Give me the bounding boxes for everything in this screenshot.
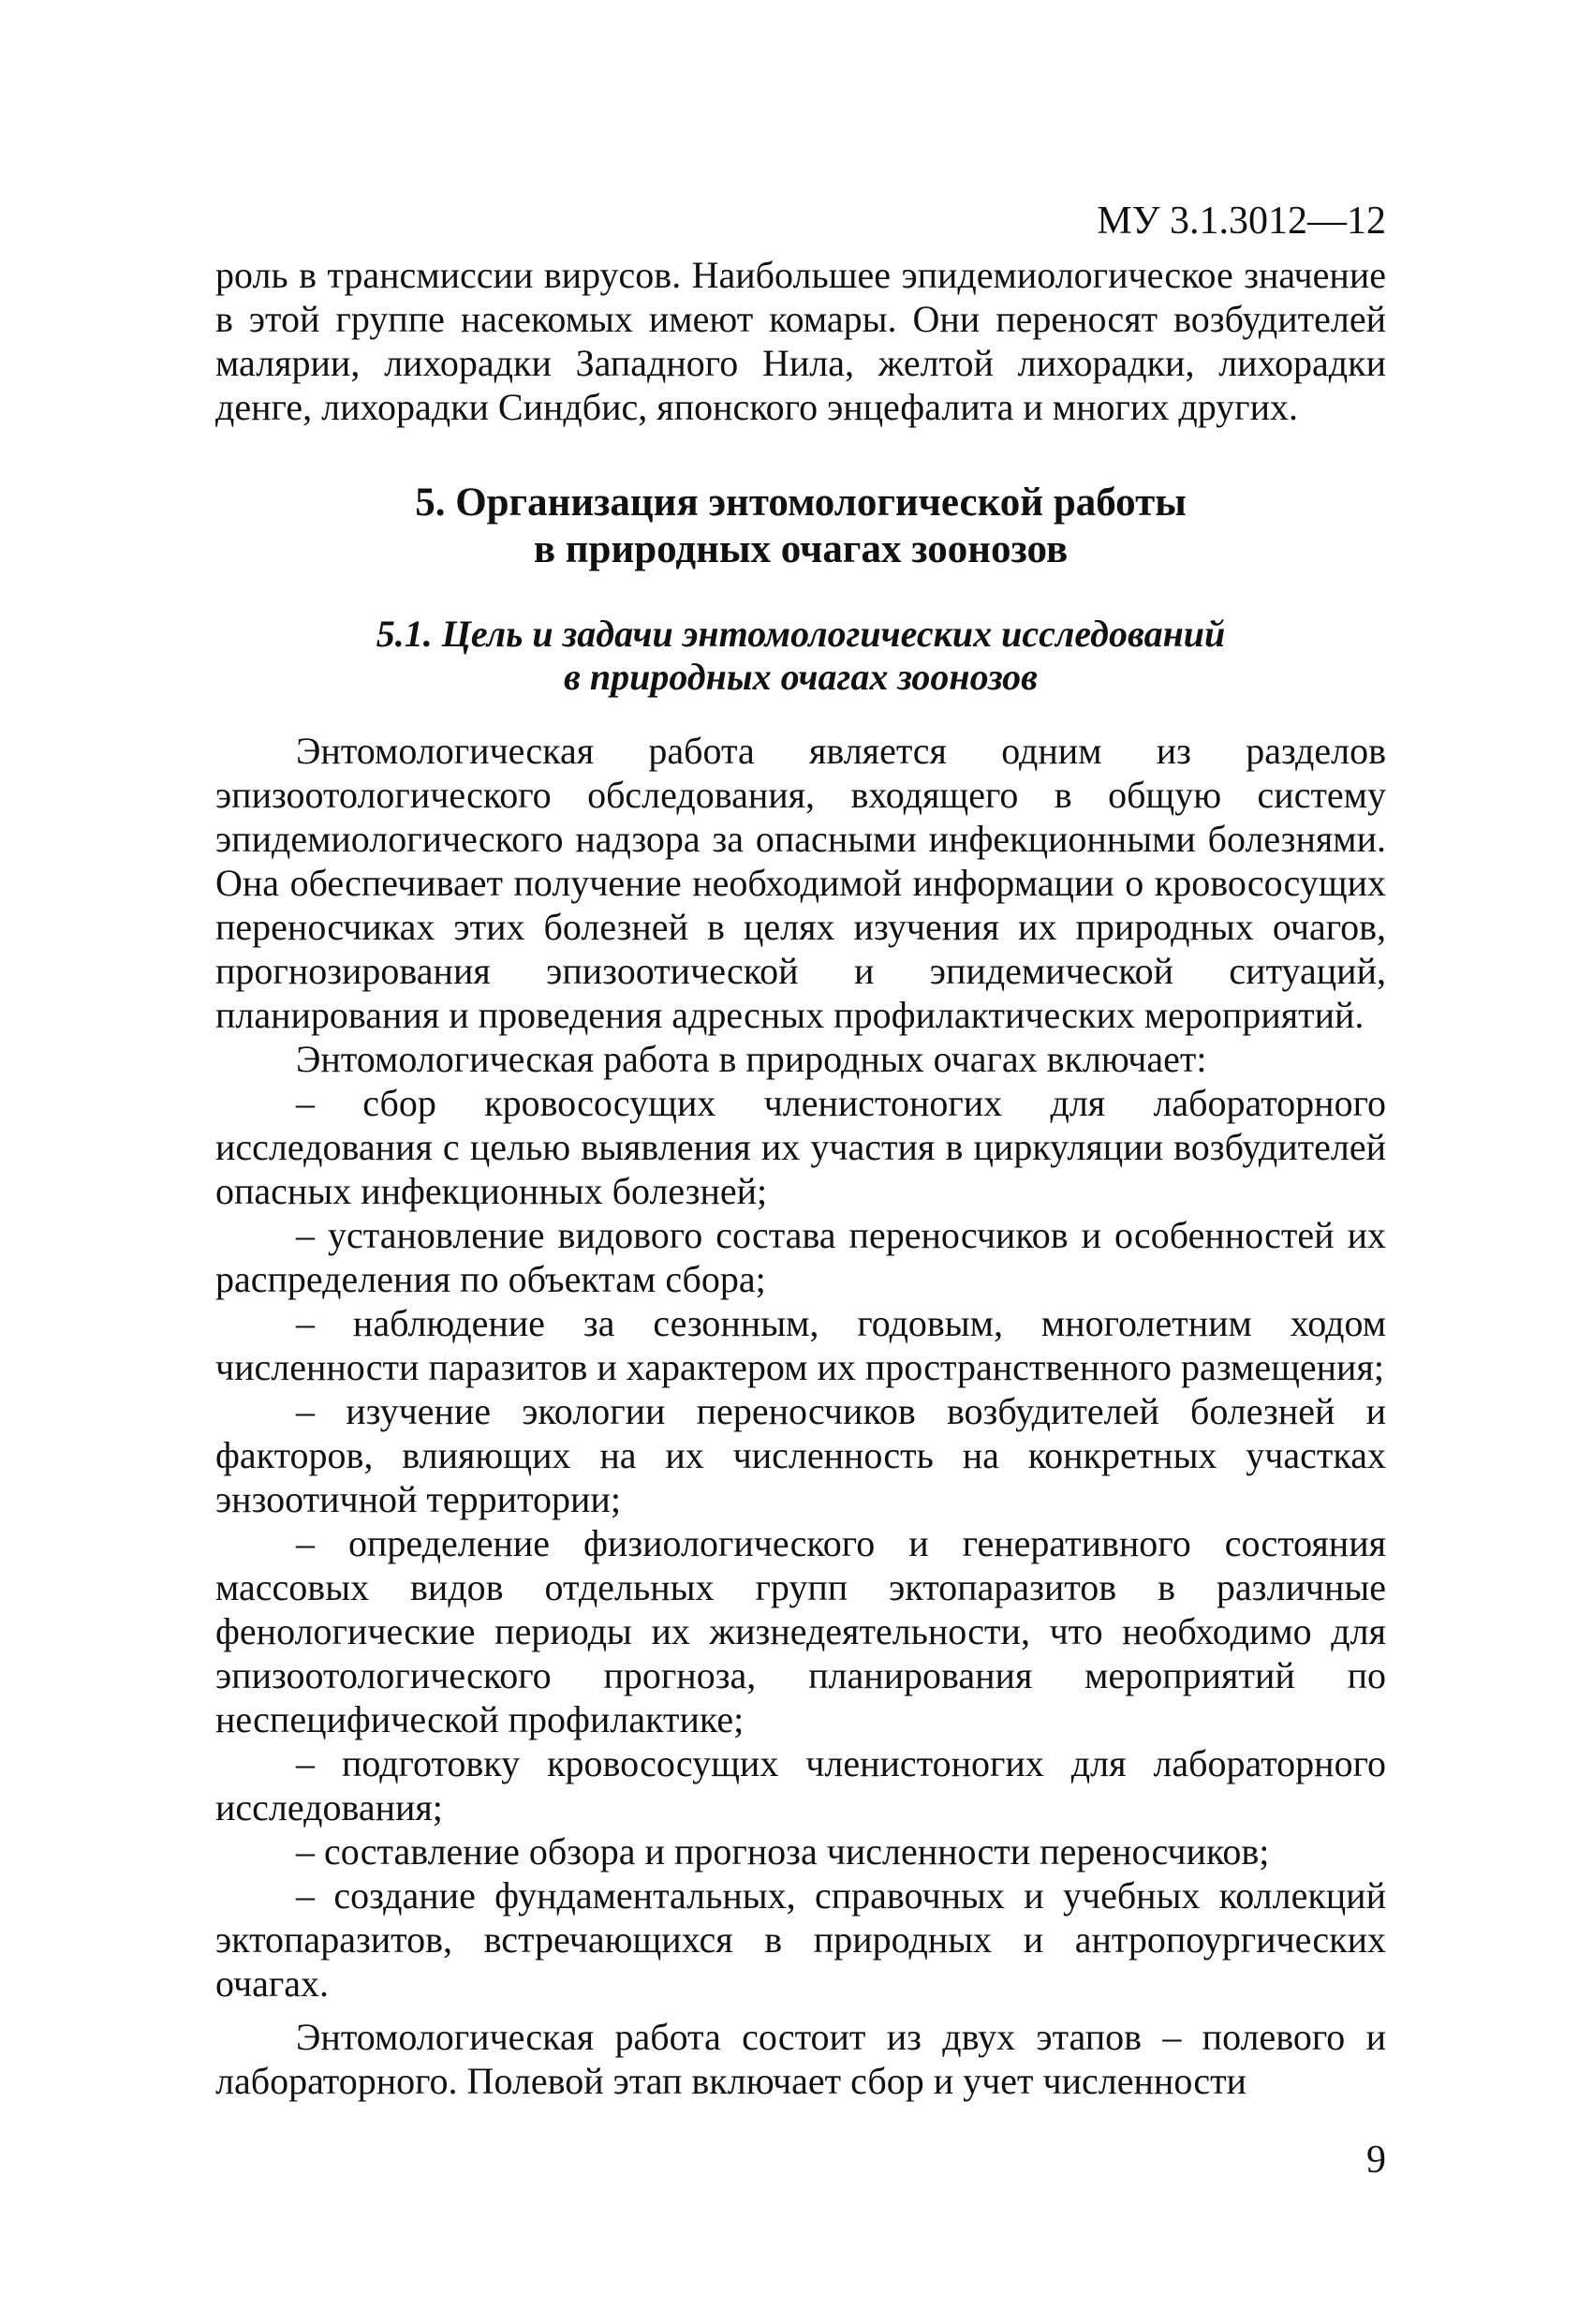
list-item: – определение физиологического и генеративного состояния массовых видов отдельных групп эктопаразитов в различные фенологические периоды их жизнедеятельности, что необходимо для эпизоотологического прогноза, планирования мероприятий по неспецифической профилактике; [215,1522,1386,1740]
list-item: – создание фундаментальных, справочных и учебных коллекций эктопаразитов, встречающихся в природных и антропоургических очагах. [215,1874,1386,2005]
task-list [215,1081,1386,2006]
page-content [215,197,1386,2103]
section-heading-line-2: в природных очагах зоонозов [533,527,1069,571]
subsection-heading-line-1: 5.1. Цель и задачи энтомологических исследований [376,613,1226,655]
subsection-heading [215,613,1386,699]
list-item: – изучение экологии переносчиков возбудителей болезней и факторов, влияющих на их численность на конкретных участках энзоотичной территории; [215,1390,1386,1520]
list-item: – составление обзора и прогноза численности переносчиков; [296,1830,1270,1873]
page-number: 9 [1366,2139,1386,2182]
final-paragraph: Энтомологическая работа состоит из двух этапов – полевого и лабораторного. Полевой этап включает сбор и учет численности [215,2016,1386,2102]
section-heading-line-1: 5. Организация энтомологической работы [415,481,1187,525]
subsection-heading-line-2: в природных очагах зоонозов [563,656,1039,698]
body-paragraph-1: Энтомологическая работа является одним из разделов эпизоотологического обследования, входящего в общую систему эпидемиологического надзора за опасными инфекционными болезнями. Она обеспечивает получение необходимой информации о кровососущих переносчиках этих болезней в целях изучения их природных очагов, прогнозирования эпизоотической и эпидемической ситуаций, планирования и проведения адресных профилактических мероприятий. [215,730,1386,1036]
document-code: МУ 3.1.3012—12 [1097,200,1386,243]
section-heading [215,480,1386,573]
list-item: – установление видового состава переносчиков и особенностей их распределения по объектам сбора; [215,1214,1386,1300]
intro-paragraph: роль в трансмиссии вирусов. Наибольшее эпидемиологическое значение в этой группе насекомых имеют комары. Они переносят возбудителей малярии, лихорадки Западного Нила, желтой лихорадки, лихорадки денге, лихорадки Синдбис, японского энцефалита и многих других. [215,254,1386,428]
list-item: – наблюдение за сезонным, годовым, многолетним ходом численности паразитов и характером их пространственного размещения; [215,1302,1386,1388]
list-item: – сбор кровососущих членистоногих для лабораторного исследования с целью выявления их участия в циркуляции возбудителей опасных инфекционных болезней; [215,1082,1386,1212]
list-intro: Энтомологическая работа в природных очагах включает: [296,1038,1207,1080]
list-item: – подготовку кровососущих членистоногих для лабораторного исследования; [215,1742,1386,1828]
